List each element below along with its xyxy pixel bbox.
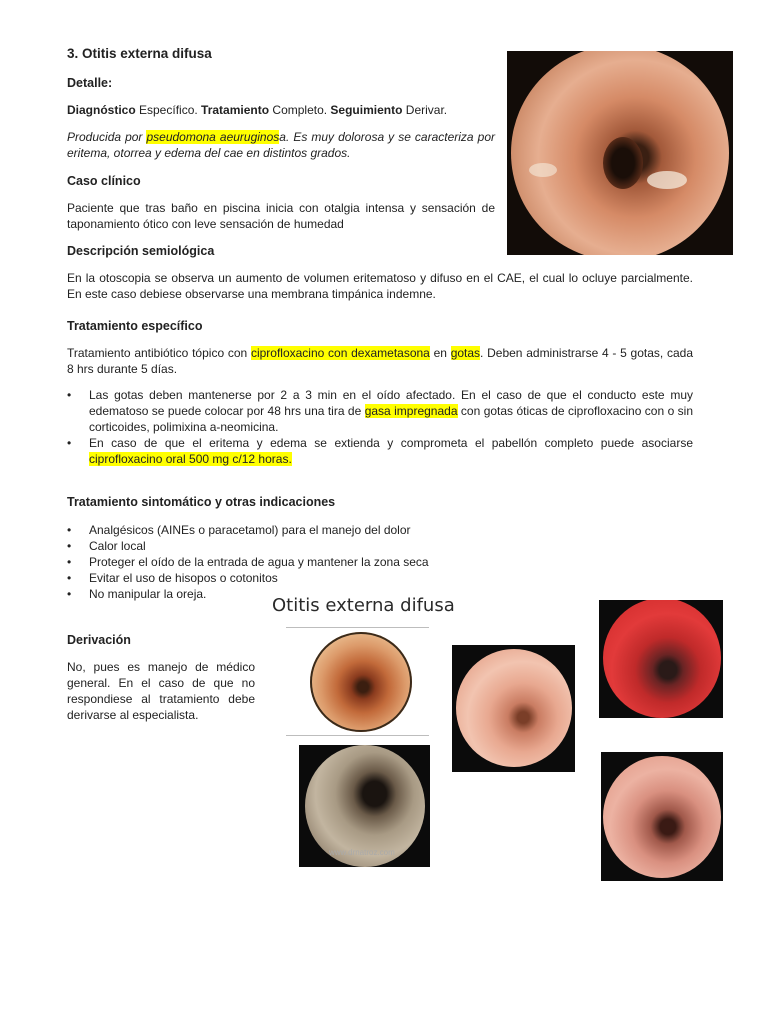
caso-text: Paciente que tras baño en piscina inicia con otalgia intensa y sensación de taponamiento ótico con leve sensación de humedad bbox=[67, 201, 495, 231]
oral-drug-highlight: ciprofloxacino oral 500 mg c/12 horas. bbox=[89, 452, 292, 466]
figure-divider bbox=[286, 735, 429, 736]
pathogen-highlight: pseudomona aeuruginos bbox=[146, 130, 280, 144]
detalle-heading: Detalle: bbox=[67, 76, 113, 90]
tratamiento-heading: Tratamiento específico bbox=[67, 319, 203, 333]
list-item: • Proteger el oído de la entrada de agua y mantener la zona seca bbox=[67, 554, 487, 570]
list-item bbox=[67, 435, 693, 467]
seguimiento-value: Derivar. bbox=[402, 103, 448, 117]
figure-divider bbox=[286, 627, 429, 628]
otoscopy-photo-4 bbox=[299, 745, 430, 867]
derivacion-heading: Derivación bbox=[67, 633, 131, 647]
list-item: • No manipular la oreja. bbox=[67, 586, 487, 602]
seguimiento-label: Seguimiento bbox=[330, 103, 403, 117]
drug-highlight: ciprofloxacino con dexametasona bbox=[250, 346, 430, 360]
detalle-line bbox=[67, 102, 497, 118]
caso-heading: Caso clínico bbox=[67, 174, 141, 188]
diagnostico-value: Específico. bbox=[135, 103, 202, 117]
gotas-highlight: gotas bbox=[450, 346, 481, 360]
derivacion-text: No, pues es manejo de médico general. En el caso de que no respondiese al tratamiento debe derivarse al especialista. bbox=[67, 660, 255, 722]
tratamiento-text-a: Tratamiento antibiótico tópico con bbox=[67, 346, 251, 360]
cause-text-rest: a. Es muy dolorosa y se caracteriza por eritema, otorrea y edema del cae en distintos grados. bbox=[67, 130, 495, 160]
descripcion-text: En la otoscopia se observa un aumento de volumen eritematoso y difuso en el CAE, el cual lo ocluye parcialmente. En este caso debiese observarse una membrana timpánica indemne. bbox=[67, 271, 693, 301]
descripcion-heading: Descripción semiológica bbox=[67, 244, 215, 258]
sintomatico-heading: Tratamiento sintomático y otras indicaciones bbox=[67, 495, 336, 509]
debris-patch bbox=[647, 171, 687, 189]
tratamiento-text-c: . Deben administrarse 4 - 5 gotas, cada 8 hrs durante 5 días. bbox=[67, 346, 693, 376]
list-item: • Calor local bbox=[67, 538, 487, 554]
cause-text: Producida por bbox=[67, 130, 147, 144]
diagnostico-label: Diagnóstico bbox=[67, 103, 136, 117]
debris-patch bbox=[529, 163, 557, 177]
bullet-text-b: con gotas óticas de ciprofloxacino con o sin corticoides, polimixina a-neomicina. bbox=[89, 404, 693, 434]
tratamiento-bullets bbox=[67, 387, 693, 467]
otoscopy-photo-2 bbox=[452, 645, 575, 772]
ear-canal-image bbox=[603, 756, 721, 878]
section-title: 3. Otitis externa difusa bbox=[67, 46, 212, 61]
ear-canal-image bbox=[456, 649, 572, 767]
list-item: • Analgésicos (AINEs o paracetamol) para el manejo del dolor bbox=[67, 522, 487, 538]
tratamiento-label: Tratamiento bbox=[201, 103, 270, 117]
sintomatico-list bbox=[67, 522, 487, 602]
tratamiento-text bbox=[67, 345, 693, 377]
otoscopy-photo-main bbox=[507, 51, 733, 255]
otoscopy-photo-5 bbox=[601, 752, 723, 881]
cause-paragraph bbox=[67, 129, 495, 161]
gasa-highlight: gasa impregnada bbox=[364, 404, 458, 418]
watermark-text: www.drnatroz.com bbox=[329, 848, 395, 857]
otoscopy-photo-1 bbox=[310, 632, 412, 732]
bullet-text-a: Las gotas deben mantenerse por 2 a 3 min en el oído afectado. En el caso de que el conducto este muy edematoso se puede colocar por 48 hrs una tira de bbox=[89, 388, 693, 418]
bullet-text-c: En caso de que el eritema y edema se extienda y comprometa el pabellón completo puede asociarse bbox=[89, 436, 693, 450]
ear-canal-image bbox=[603, 600, 721, 718]
tratamiento-text-b: en bbox=[429, 346, 451, 360]
tratamiento-value: Completo. bbox=[269, 103, 331, 117]
otoscopy-photo-3 bbox=[599, 600, 723, 718]
figure-title: Otitis externa difusa bbox=[272, 595, 455, 616]
canal-opening bbox=[603, 137, 643, 189]
list-item: • Evitar el uso de hisopos o cotonitos bbox=[67, 570, 487, 586]
list-item bbox=[67, 387, 693, 435]
